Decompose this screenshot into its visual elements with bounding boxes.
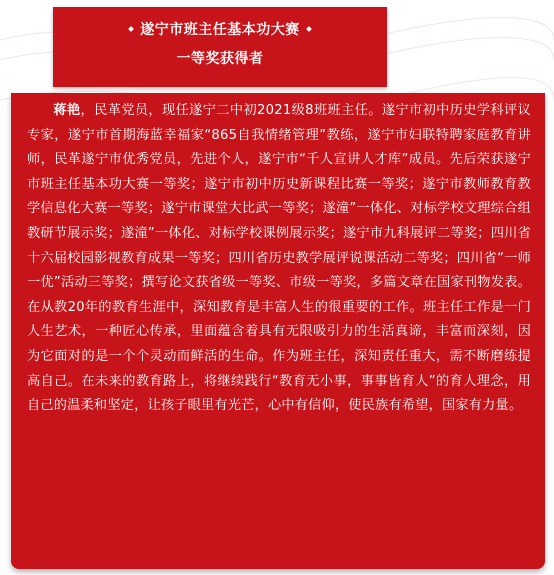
profile-bio: ，民革党员，现任遂宁二中初2021级8班班主任。遂宁市初中历史学科评议专家，遂宁市首期海蓝幸福家“865自我情绪管理”教练，遂宁市妇联特聘家庭教育讲师，民革遂宁市优秀党员，先进个人，遂宁市“千人宣讲人才库”成员。先后荣获遂宁市班主任基本功大赛一等奖；遂宁市初中历史新课程比赛一等奖；遂宁市教师教育教学信息化大赛一等奖；遂宁市课堂大比武一等奖；遂潼”一体化、对标学校文理综合组教研节展示奖；遂潼”一体化、对标学校课例展示奖；遂宁市九科展评二等奖；四川省十六届校园影视教育成果一等奖；四川省历史教学展评说课活动二等奖；四川省“一师一优”活动三等奖；撰写论文获省级一等奖、市级一等奖，多篇文章在国家刊物发表。在从教20年的教育生涯中，深知教育是丰富人生的很重要的工作。班主任工作是一门人生艺术，一种匠心传承，里面蕴含着具有无限吸引力的生活真谛，丰富而深刻，因为它面对的是一个个灵动而鲜活的生命。作为班主任，深知责任重大，需不断磨练提高自己。在未来的教育路上，将继续践行“教育无小事，事事皆育人”的育人理念，用自己的温柔和坚定，让孩子眼里有光芒，心中有信仰，使民族有希望，国家有力量。 <box>27 103 531 414</box>
diamond-icon <box>128 26 134 32</box>
profile-paragraph <box>27 99 531 419</box>
award-subtitle: 一等奖获得者 <box>176 51 264 67</box>
title-banner <box>53 7 387 87</box>
diamond-icon <box>306 26 312 32</box>
profile-card <box>11 93 545 569</box>
person-name: 蒋艳 <box>53 103 81 118</box>
contest-title <box>53 19 387 41</box>
contest-title-text: 遂宁市班主任基本功大赛 <box>140 22 300 38</box>
